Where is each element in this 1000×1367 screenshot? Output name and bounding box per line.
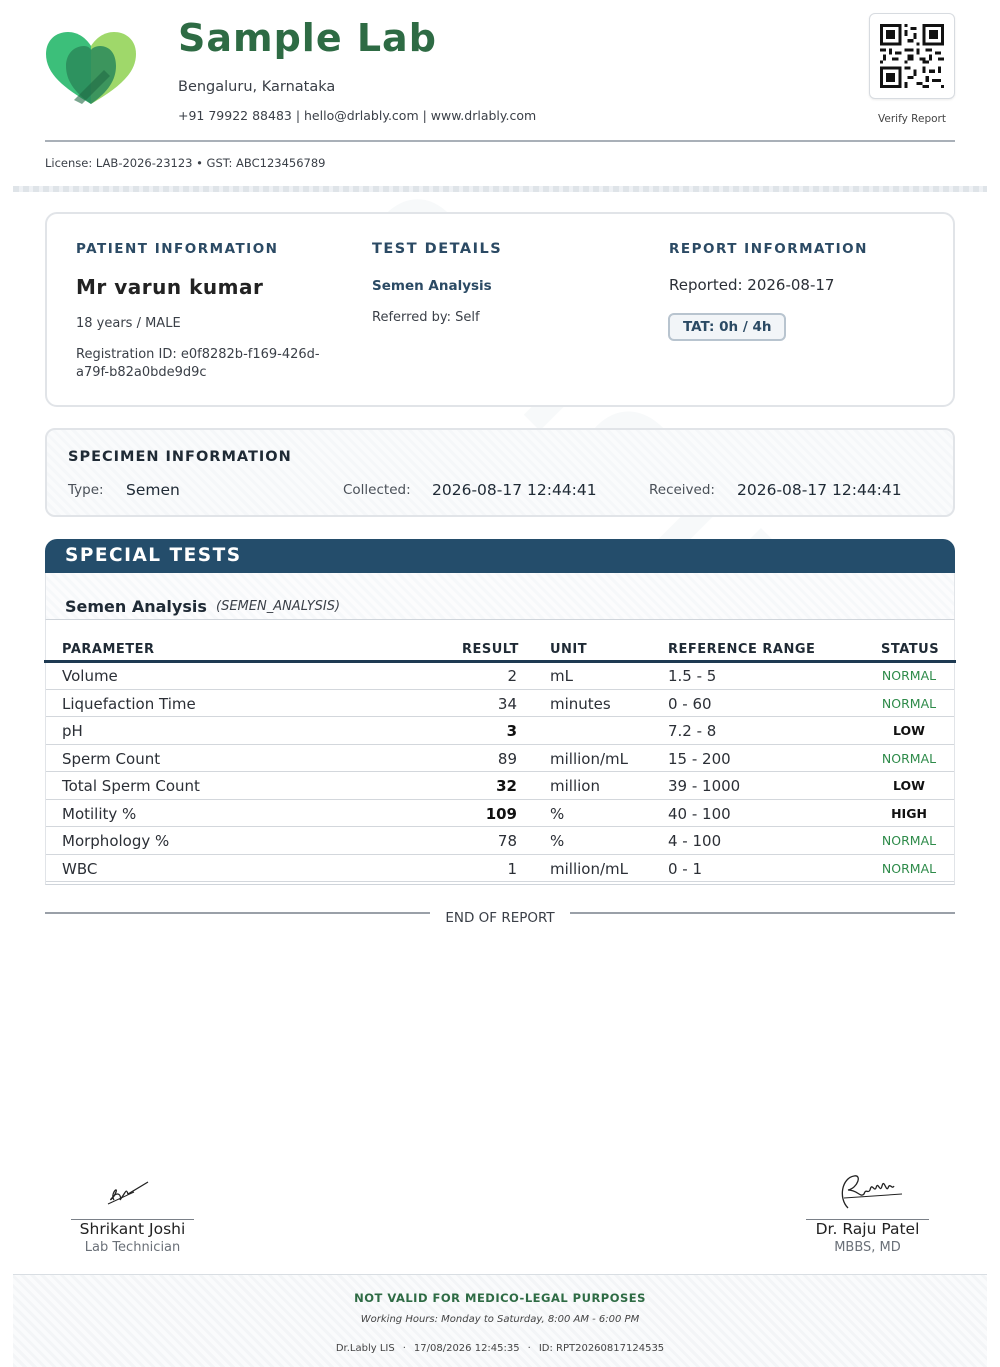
tat-badge: TAT: 0h / 4h xyxy=(668,313,786,341)
header-divider xyxy=(45,140,955,142)
cell-result: 34 xyxy=(497,694,517,713)
info-card xyxy=(45,212,955,407)
qr-code-icon[interactable] xyxy=(869,13,955,99)
registration-id: Registration ID: e0f8282b-f169-426d-a79f-b82a0bde9d9c xyxy=(76,347,320,380)
report-id: ID: RPT20260817124535 xyxy=(538,1343,665,1354)
cell-unit: million xyxy=(550,777,600,795)
cell-status: NORMAL xyxy=(881,833,937,848)
cell-parameter: Total Sperm Count xyxy=(62,777,200,795)
cell-reference-range: 15 - 200 xyxy=(668,749,731,768)
cell-reference-range: 4 - 100 xyxy=(668,832,722,850)
specimen-type-label: Type: xyxy=(68,482,104,498)
table-row xyxy=(46,662,954,690)
col-status: STATUS xyxy=(881,642,940,657)
verify-report-label[interactable]: Verify Report xyxy=(878,113,946,125)
end-divider-left xyxy=(45,912,430,914)
table-row xyxy=(46,827,954,855)
cell-parameter: Sperm Count xyxy=(62,749,161,768)
cell-unit: minutes xyxy=(550,694,611,713)
cell-status: LOW xyxy=(893,723,925,738)
cell-result: 2 xyxy=(507,667,517,685)
table-row xyxy=(46,855,954,883)
test-name: Semen Analysis xyxy=(372,278,492,294)
received-label: Received: xyxy=(649,482,715,498)
patient-info-heading: PATIENT INFORMATION xyxy=(76,241,279,257)
cell-reference-range: 0 - 60 xyxy=(668,694,712,713)
reported-date: Reported: 2026-08-17 xyxy=(669,276,835,294)
specimen-type-value: Semen xyxy=(126,481,180,499)
cell-reference-range: 1.5 - 5 xyxy=(668,667,717,685)
table-row xyxy=(46,717,954,745)
lab-logo-icon xyxy=(44,30,138,106)
table-row xyxy=(46,772,954,800)
cell-reference-range: 0 - 1 xyxy=(668,859,703,878)
table-row xyxy=(46,690,954,718)
test-details-heading: TEST DETAILS xyxy=(372,241,503,257)
cell-result: 32 xyxy=(496,777,517,795)
table-row xyxy=(46,800,954,828)
col-result: RESULT xyxy=(462,642,519,657)
cell-parameter: Volume xyxy=(62,667,118,685)
footer-meta: Dr.Lably LIS · 17/08/2026 12:45:35 · ID: RPT20260817124535 xyxy=(335,1343,665,1354)
cell-status: NORMAL xyxy=(881,668,937,683)
signature-technician xyxy=(104,1178,154,1206)
panel-header xyxy=(45,573,955,620)
cell-parameter: WBC xyxy=(62,859,98,878)
license-line: License: LAB-2026-23123 • GST: ABC123456789 xyxy=(45,156,326,170)
cell-status: NORMAL xyxy=(881,695,937,711)
cell-result: 78 xyxy=(497,832,517,850)
panel-code: (SEMEN_ANALYSIS) xyxy=(216,599,341,614)
cell-result: 3 xyxy=(506,722,517,740)
lab-address: Bengaluru, Karnataka xyxy=(178,79,336,95)
cell-reference-range: 7.2 - 8 xyxy=(668,722,717,740)
cell-parameter: pH xyxy=(62,722,83,740)
end-divider-right xyxy=(570,912,955,914)
cell-reference-range: 40 - 100 xyxy=(668,804,731,823)
cell-parameter: Morphology % xyxy=(62,832,170,850)
table-row xyxy=(46,745,954,773)
cell-status: LOW xyxy=(893,778,925,793)
patient-name: Mr varun kumar xyxy=(76,275,264,299)
special-tests-title: SPECIAL TESTS xyxy=(65,545,242,566)
section-divider xyxy=(13,186,987,192)
specimen-heading: SPECIMEN INFORMATION xyxy=(68,449,292,465)
generated-time: 17/08/2026 12:45:35 xyxy=(413,1343,520,1354)
col-parameter: PARAMETER xyxy=(62,642,155,657)
received-value: 2026-08-17 12:44:41 xyxy=(737,481,902,499)
cell-reference-range: 39 - 1000 xyxy=(668,777,741,795)
lab-name: Sample Lab xyxy=(178,16,437,60)
referred-by: Referred by: Self xyxy=(372,310,480,325)
cell-status: NORMAL xyxy=(881,860,937,876)
signature-doctor xyxy=(834,1168,906,1212)
specimen-card xyxy=(45,428,955,517)
report-info-heading: REPORT INFORMATION xyxy=(669,241,868,257)
cell-unit: % xyxy=(550,832,565,850)
cell-unit: mL xyxy=(550,667,573,685)
patient-age-sex: 18 years / MALE xyxy=(76,316,181,331)
panel-name: Semen Analysis xyxy=(65,597,207,616)
cell-parameter: Motility % xyxy=(62,804,137,823)
technician-name: Shrikant Joshi xyxy=(79,1220,186,1238)
col-reference-range: REFERENCE RANGE xyxy=(668,642,816,657)
doctor-name: Dr. Raju Patel xyxy=(815,1220,920,1238)
special-tests-header xyxy=(45,539,955,573)
technician-role: Lab Technician xyxy=(84,1240,181,1255)
col-unit: UNIT xyxy=(550,642,588,657)
results-table xyxy=(45,620,955,885)
end-of-report: END OF REPORT xyxy=(445,910,555,926)
system-name: Dr.Lably LIS xyxy=(335,1343,395,1354)
working-hours: Working Hours: Monday to Saturday, 8:00 AM - 6:00 PM xyxy=(360,1314,640,1325)
cell-result: 89 xyxy=(497,749,517,768)
footer xyxy=(13,1274,987,1367)
cell-unit: million/mL xyxy=(550,859,628,878)
cell-unit: % xyxy=(550,804,565,823)
cell-parameter: Liquefaction Time xyxy=(62,694,196,713)
cell-status: HIGH xyxy=(891,805,927,821)
collected-label: Collected: xyxy=(343,482,411,498)
cell-unit: million/mL xyxy=(550,749,628,768)
lab-contact: +91 79922 88483 | hello@drlably.com | www.drlably.com xyxy=(178,108,537,123)
cell-result: 109 xyxy=(485,804,517,823)
collected-value: 2026-08-17 12:44:41 xyxy=(432,481,597,499)
doctor-qualification: MBBS, MD xyxy=(834,1240,901,1255)
cell-status: NORMAL xyxy=(881,750,937,766)
validity-notice: NOT VALID FOR MEDICO-LEGAL PURPOSES xyxy=(354,1291,646,1305)
cell-result: 1 xyxy=(507,859,517,878)
